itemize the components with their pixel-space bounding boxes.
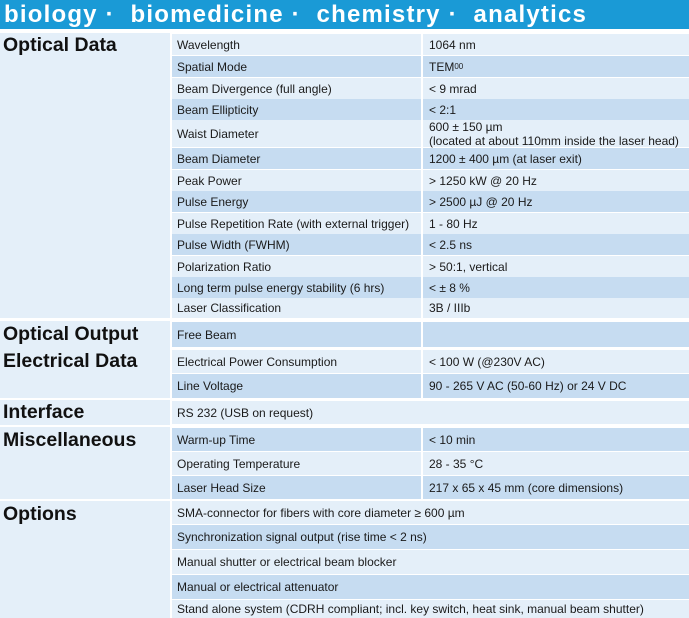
spec-label: Long term pulse energy stability (6 hrs) — [172, 277, 421, 298]
category-banner: biology · biomedicine · chemistry · analytics — [0, 0, 689, 29]
spec-value — [423, 78, 689, 99]
spec-value-subscript: 00 — [454, 61, 464, 71]
spec-label: Spatial Mode — [172, 56, 421, 77]
spec-label: Line Voltage — [172, 374, 421, 398]
spec-value — [423, 120, 689, 147]
spec-value-text: > 1250 kW @ 20 Hz — [429, 173, 537, 188]
spec-label: Pulse Width (FWHM) — [172, 234, 421, 255]
spec-value — [423, 277, 689, 298]
spec-value — [423, 322, 689, 347]
spec-label: Synchronization signal output (rise time < 2 ns) — [172, 525, 689, 549]
spec-value-line: (located at about 110mm inside the laser head) — [429, 133, 679, 148]
section-title-interface: Interface — [3, 401, 85, 423]
spec-value — [423, 170, 689, 191]
spec-value-text: < 9 mrad — [429, 81, 477, 96]
spec-label: Polarization Ratio — [172, 256, 421, 277]
spec-value — [423, 191, 689, 212]
section-title-optical-output: Optical Output — [3, 323, 139, 345]
spec-value-text: > 50:1, vertical — [429, 259, 508, 274]
spec-value — [423, 56, 689, 77]
spec-label: Manual shutter or electrical beam blocker — [172, 550, 689, 574]
spec-value-text: 90 - 265 V AC (50-60 Hz) or 24 V DC — [429, 379, 627, 393]
spec-value-text: 1200 ± 400 µm (at laser exit) — [429, 151, 582, 166]
spec-value — [423, 350, 689, 373]
spec-value-text: 1064 nm — [429, 37, 476, 52]
spec-value-text: 1 - 80 Hz — [429, 216, 478, 231]
spec-value — [423, 99, 689, 120]
spec-label: SMA-connector for fibers with core diameter ≥ 600 µm — [172, 501, 689, 524]
spec-value-text: > 2500 µJ @ 20 Hz — [429, 194, 533, 209]
spec-value-text: < 2.5 ns — [429, 237, 473, 252]
spec-label: Stand alone system (CDRH compliant; incl. key switch, heat sink, manual beam shutter) — [172, 600, 689, 618]
spec-label: Operating Temperature — [172, 452, 421, 475]
section-title-options: Options — [3, 503, 77, 525]
spec-label: Beam Divergence (full angle) — [172, 78, 421, 99]
spec-value — [423, 148, 689, 169]
spec-label: Pulse Repetition Rate (with external trigger) — [172, 213, 421, 234]
spec-label: Beam Diameter — [172, 148, 421, 169]
spec-label: Wavelength — [172, 34, 421, 55]
spec-label: RS 232 (USB on request) — [172, 401, 689, 424]
spec-value — [423, 374, 689, 398]
spec-label: Beam Ellipticity — [172, 99, 421, 120]
spec-label: Laser Head Size — [172, 476, 421, 499]
spec-label: Pulse Energy — [172, 191, 421, 212]
section-title-optical-data: Optical Data — [3, 34, 117, 56]
spec-value-text: 3B / IIIb — [429, 301, 471, 315]
spec-value — [423, 428, 689, 451]
spec-label: Manual or electrical attenuator — [172, 575, 689, 599]
spec-value-text: < ± 8 % — [429, 280, 470, 295]
section-band-optical-data — [0, 33, 170, 318]
spec-value-text: TEM — [429, 59, 455, 74]
spec-label: Warm-up Time — [172, 428, 421, 451]
spec-label: Electrical Power Consumption — [172, 350, 421, 373]
spec-value — [423, 34, 689, 55]
spec-label: Waist Diameter — [172, 120, 421, 147]
spec-value-text: 217 x 65 x 45 mm (core dimensions) — [429, 480, 624, 495]
spec-value-text: < 2:1 — [429, 102, 457, 117]
spec-value — [423, 234, 689, 255]
section-title-electrical-data: Electrical Data — [3, 350, 138, 372]
spec-value-text: < 10 min — [429, 432, 476, 447]
spec-value — [423, 476, 689, 499]
spec-label: Free Beam — [172, 322, 421, 347]
spec-value-text: < 100 W (@230V AC) — [429, 354, 545, 369]
section-title-miscellaneous: Miscellaneous — [3, 429, 137, 451]
spec-value-text: 28 - 35 °C — [429, 456, 484, 471]
spec-value — [423, 256, 689, 277]
spec-label: Laser Classification — [172, 298, 421, 318]
spec-value-line: 600 ± 150 µm — [429, 119, 503, 134]
spec-value — [423, 298, 689, 318]
spec-value — [423, 213, 689, 234]
spec-value — [423, 452, 689, 475]
spec-label: Peak Power — [172, 170, 421, 191]
